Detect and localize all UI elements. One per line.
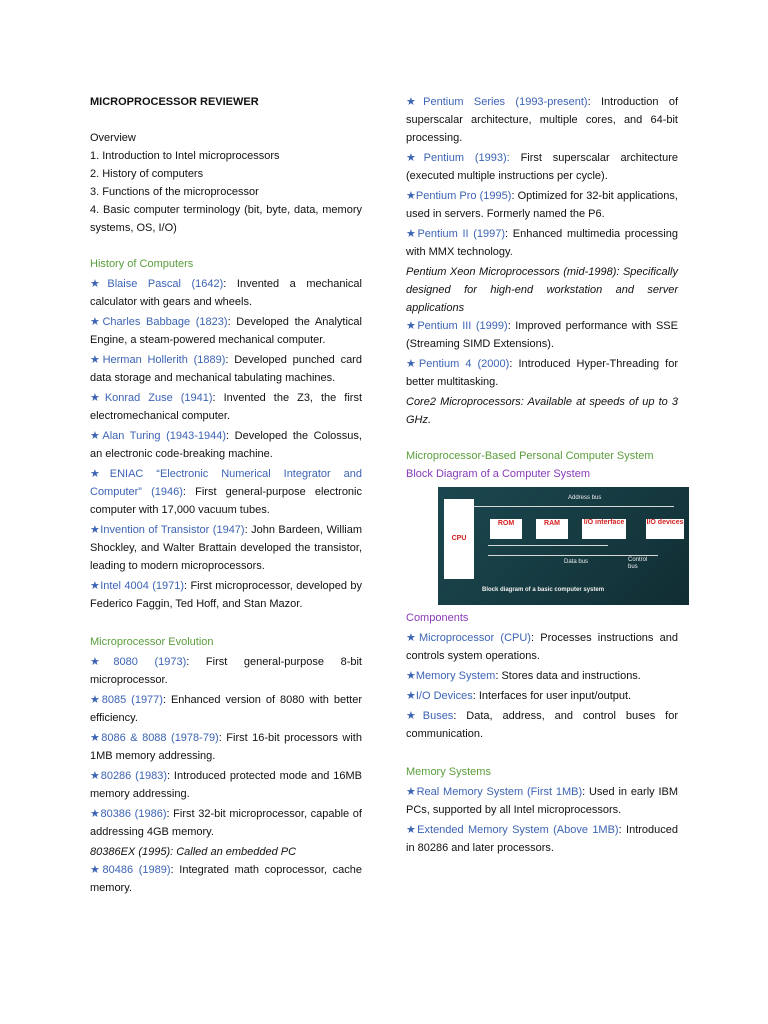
star-icon: ★ bbox=[90, 354, 103, 366]
list-item bbox=[90, 577, 362, 613]
entry-desc: : Introduced in 80286 and later processors. bbox=[406, 824, 678, 854]
entry-name: 8080 (1973) bbox=[113, 656, 187, 668]
overview-label: Overview bbox=[90, 132, 136, 144]
star-icon: ★ bbox=[90, 316, 103, 328]
list-item bbox=[406, 629, 678, 665]
star-icon: ★ bbox=[406, 670, 416, 682]
list-item bbox=[90, 351, 362, 387]
io-interface-box: I/O interface bbox=[582, 519, 626, 539]
entry-desc: : First general-purpose 8-bit microprocessor. bbox=[90, 656, 362, 686]
entry-name: Microprocessor (CPU) bbox=[419, 632, 531, 644]
entry-desc: : First 16-bit processors with 1MB memory addressing. bbox=[90, 732, 362, 762]
star-icon: ★ bbox=[90, 468, 110, 480]
star-icon: ★ bbox=[90, 864, 103, 876]
star-icon: ★ bbox=[90, 580, 101, 592]
components-heading: Components bbox=[406, 612, 469, 624]
entry-desc: : Enhanced version of 8080 with better efficiency. bbox=[90, 694, 362, 724]
ram-box: RAM bbox=[536, 519, 568, 539]
entry-desc: : Invented the Z3, the first electromechanical computer. bbox=[90, 392, 362, 422]
core2-note: Core2 Microprocessors: Available at speeds of up to 3 GHz. bbox=[406, 396, 678, 426]
list-item bbox=[90, 805, 362, 841]
entry-desc: : First microprocessor, developed by Federico Faggin, Ted Hoff, and Stan Mazor. bbox=[90, 580, 362, 610]
entry-desc: : John Bardeen, William Shockley, and Walter Brattain developed the transistor, leading to modern microprocessors. bbox=[90, 524, 362, 572]
entry-desc: : Introduced protected mode and 16MB memory addressing. bbox=[90, 770, 362, 800]
entry-name: Memory System bbox=[415, 670, 496, 682]
list-item bbox=[406, 187, 678, 223]
list-item bbox=[90, 465, 362, 519]
entry-desc: : Invented a mechanical calculator with gears and wheels. bbox=[90, 278, 362, 308]
diagram-subheading: Block Diagram of a Computer System bbox=[406, 468, 591, 480]
memory-list bbox=[406, 783, 678, 857]
rom-box: ROM bbox=[490, 519, 522, 539]
star-icon: ★ bbox=[406, 358, 419, 370]
entry-name: ENIAC “Electronic Numerical Integrator and Computer” (1946) bbox=[90, 468, 362, 498]
star-icon: ★ bbox=[90, 524, 101, 536]
address-bus-label: Address bus bbox=[568, 495, 602, 501]
entry-name: Konrad Zuse (1941) bbox=[104, 392, 213, 404]
io-devices-box: I/O devices bbox=[646, 519, 684, 539]
data-bus-label: Data bus bbox=[564, 559, 589, 565]
entry-desc: : Interfaces for user input/output. bbox=[472, 690, 632, 702]
entry-desc: : Introduction of superscalar architecture, multiple cores, and 64-bit processing. bbox=[406, 96, 679, 144]
note-80386ex: 80386EX (1995): Called an embedded PC bbox=[90, 846, 297, 858]
star-icon: ★ bbox=[90, 278, 108, 290]
list-item bbox=[90, 767, 362, 803]
entry-desc: First superscalar architecture (executed multiple instructions per cycle). bbox=[406, 152, 678, 182]
entry-desc: : Integrated math coprocessor, cache memory. bbox=[90, 864, 362, 894]
entry-name: Buses bbox=[422, 710, 454, 722]
control-bus-label: Control bus bbox=[628, 557, 648, 570]
entry-name: Pentium (1993): bbox=[423, 152, 510, 164]
block-diagram-image bbox=[438, 487, 689, 605]
star-icon: ★ bbox=[90, 694, 102, 706]
star-icon: ★ bbox=[90, 770, 101, 782]
list-item bbox=[90, 653, 362, 689]
entry-desc: : Developed the Analytical Engine, a steam-powered mechanical computer. bbox=[90, 316, 362, 346]
entry-name: Charles Babbage (1823) bbox=[102, 316, 228, 328]
star-icon: ★ bbox=[406, 824, 418, 836]
list-item bbox=[406, 707, 678, 743]
entry-desc: : Stores data and instructions. bbox=[495, 670, 641, 682]
overview-item: 2. History of computers bbox=[90, 168, 204, 180]
address-bus-line bbox=[474, 506, 674, 507]
star-icon: ★ bbox=[406, 710, 423, 722]
data-bus-line bbox=[488, 555, 658, 556]
list-item bbox=[90, 313, 362, 349]
list-item bbox=[406, 687, 678, 705]
entry-name: Pentium Pro (1995) bbox=[415, 190, 512, 202]
list-item bbox=[406, 225, 678, 261]
entry-name: Herman Hollerith (1889) bbox=[102, 354, 226, 366]
evolution-heading: Microprocessor Evolution bbox=[90, 636, 214, 648]
entry-desc: : Used in early IBM PCs, supported by all Intel microprocessors. bbox=[406, 786, 679, 816]
star-icon: ★ bbox=[406, 152, 424, 164]
entry-name: 8086 & 8088 (1978-79) bbox=[101, 732, 219, 744]
history-heading: History of Computers bbox=[90, 258, 194, 270]
entry-name: 80286 (1983) bbox=[100, 770, 167, 782]
components-list bbox=[406, 629, 678, 743]
star-icon: ★ bbox=[406, 632, 420, 644]
evolution-list bbox=[90, 653, 362, 841]
entry-name: Invention of Transistor (1947) bbox=[100, 524, 245, 536]
list-item bbox=[90, 389, 362, 425]
overview-item: 1. Introduction to Intel microprocessors bbox=[90, 150, 280, 162]
xeon-note: Pentium Xeon Microprocessors (mid-1998): Specifically designed for high-end workstation and server applications bbox=[406, 266, 678, 314]
entry-desc: : Optimized for 32-bit applications, used in servers. Formerly named the P6. bbox=[406, 190, 678, 220]
entry-name: 80486 (1989) bbox=[102, 864, 171, 876]
entry-name: 80386 (1986) bbox=[100, 808, 167, 820]
entry-name: Extended Memory System (Above 1MB) bbox=[417, 824, 619, 836]
list-item bbox=[406, 667, 678, 685]
entry-name: I/O Devices bbox=[415, 690, 473, 702]
overview-item: 3. Functions of the microprocessor bbox=[90, 186, 259, 198]
star-icon: ★ bbox=[406, 190, 416, 202]
entry-desc: : Enhanced multimedia processing with MMX technology. bbox=[406, 228, 678, 258]
star-icon: ★ bbox=[90, 808, 101, 820]
list-item bbox=[406, 149, 678, 185]
cpu-box: CPU bbox=[444, 499, 474, 579]
entry-desc: : Processes instructions and controls system operations. bbox=[406, 632, 678, 662]
entry-name: Intel 4004 (1971) bbox=[100, 580, 185, 592]
entry-name: Pentium II (1997) bbox=[417, 228, 506, 240]
entry-desc: : Developed the Colossus, an electronic code-breaking machine. bbox=[90, 430, 362, 460]
control-bus-line bbox=[488, 545, 608, 546]
list-item bbox=[90, 275, 362, 311]
list-item bbox=[406, 93, 678, 147]
history-list bbox=[90, 275, 362, 613]
entry-name: Real Memory System (First 1MB) bbox=[416, 786, 583, 798]
entry-desc: : Developed punched card data storage and mechanical tabulating machines. bbox=[90, 354, 362, 384]
list-item bbox=[406, 317, 678, 353]
pentium-list-2 bbox=[406, 317, 678, 391]
entry-desc: : First 32-bit microprocessor, capable of addressing 4GB memory. bbox=[90, 808, 362, 838]
entry-desc: : Improved performance with SSE (Streaming SIMD Extensions). bbox=[406, 320, 678, 350]
star-icon: ★ bbox=[90, 392, 105, 404]
star-icon: ★ bbox=[406, 786, 417, 798]
overview-item: 4. Basic computer terminology (bit, byte, data, memory systems, OS, I/O) bbox=[90, 204, 362, 234]
pentium-list bbox=[406, 93, 678, 261]
star-icon: ★ bbox=[90, 430, 103, 442]
entry-name: Pentium Series (1993-present) bbox=[423, 96, 588, 108]
list-item bbox=[406, 821, 678, 857]
memory-heading: Memory Systems bbox=[406, 766, 491, 778]
entry-desc: : First general-purpose electronic computer with 17,000 vacuum tubes. bbox=[90, 486, 362, 516]
star-icon: ★ bbox=[406, 96, 424, 108]
list-item bbox=[90, 691, 362, 727]
entry-80486 bbox=[90, 861, 362, 897]
right-column bbox=[406, 93, 684, 859]
entry-name: Pentium III (1999) bbox=[417, 320, 508, 332]
diagram-caption: Block diagram of a basic computer system bbox=[482, 587, 605, 593]
list-item bbox=[90, 521, 362, 575]
star-icon: ★ bbox=[90, 732, 102, 744]
left-column bbox=[90, 93, 362, 899]
entry-name: Alan Turing (1943-1944) bbox=[102, 430, 227, 442]
list-item bbox=[406, 783, 678, 819]
entry-name: Blaise Pascal (1642) bbox=[107, 278, 224, 290]
document-title: MICROPROCESSOR REVIEWER bbox=[90, 96, 259, 108]
entry-name: Pentium 4 (2000) bbox=[418, 358, 510, 370]
entry-desc: : Introduced Hyper-Threading for better multitasking. bbox=[406, 358, 678, 388]
list-item bbox=[90, 729, 362, 765]
system-heading: Microprocessor-Based Personal Computer System bbox=[406, 450, 654, 462]
entry-desc: : Data, address, and control buses for communication. bbox=[406, 710, 678, 740]
star-icon: ★ bbox=[406, 320, 418, 332]
list-item bbox=[90, 427, 362, 463]
star-icon: ★ bbox=[406, 690, 416, 702]
star-icon: ★ bbox=[90, 656, 114, 668]
star-icon: ★ bbox=[406, 228, 418, 240]
list-item bbox=[406, 355, 678, 391]
entry-name: 8085 (1977) bbox=[101, 694, 163, 706]
